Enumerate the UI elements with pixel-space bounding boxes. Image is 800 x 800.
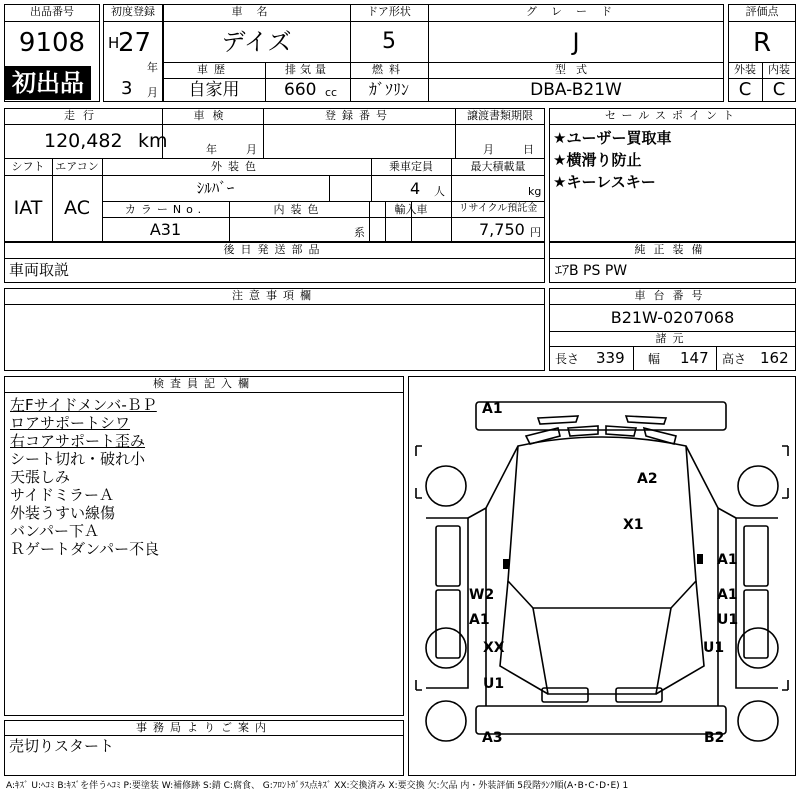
capacity: 4: [410, 179, 421, 198]
capacity-label: 乗車定員: [389, 160, 433, 173]
equipment-label: 純正装備: [634, 243, 711, 256]
grade-label: グレード: [526, 5, 626, 18]
inspector-line: 左Fサイドメンバ-ＢＰ: [10, 396, 157, 414]
grade: J: [572, 28, 580, 56]
damage-legend: A:ｷｽﾞ U:ﾍｺﾐ B:ｷｽﾞを伴うﾍｺﾐ P:要塗装 W:補修跡 S:錆 C:腐食、 G:ﾌﾛﾝﾄｶﾞﾗｽ点ｷｽﾞ XX:交換済み X:要交換 欠:欠品 内・外装評価 5段階ﾗﾝｸ順(A･B･C･D･E) 1: [6, 781, 629, 791]
reg-year: 27: [118, 28, 152, 58]
inspector-line: サイドミラーＡ: [10, 486, 114, 504]
specs-label: 諸元: [655, 332, 690, 345]
fuel-label: 燃料: [372, 63, 406, 76]
length-label: 長さ: [555, 352, 580, 366]
chassis-label: 車台番号: [634, 289, 711, 302]
interior-grade: C: [772, 79, 786, 100]
damage-mark: U1: [483, 676, 505, 692]
damage-mark: U1: [717, 612, 739, 628]
capacity-unit: 人: [434, 185, 445, 198]
score-label: 評価点: [745, 5, 779, 18]
transfer-day-unit: 日: [523, 143, 534, 156]
plate-label: 登録番号: [325, 109, 393, 122]
shift-label: シフト: [11, 160, 45, 173]
era-prefix: H: [108, 34, 120, 52]
office-text: 売切りスタート: [9, 737, 115, 755]
exterior-grade-label: 外装: [734, 63, 756, 76]
length: 339: [596, 349, 625, 367]
displacement: 660: [284, 80, 317, 100]
transfer-deadline-label: 譲渡書類期限: [467, 109, 533, 122]
car-name: デイズ: [221, 28, 292, 56]
max-load-unit: kg: [528, 185, 542, 198]
equipment-text: ｴｱB PS PW: [555, 263, 628, 279]
inspection-month-unit: 月: [246, 143, 257, 156]
damage-mark: U1: [703, 640, 725, 656]
recycle-unit: 円: [530, 226, 541, 239]
history: 自家用: [188, 80, 240, 100]
damage-mark: A1: [469, 612, 490, 628]
aircon: AC: [64, 197, 90, 219]
damage-mark: A1: [717, 552, 738, 568]
damage-mark: A2: [637, 471, 658, 487]
inspection-label: 車検: [193, 109, 232, 122]
year-unit: 年: [147, 61, 158, 74]
damage-mark: A1: [482, 401, 503, 417]
inspector-line: 右コアサポート歪み: [10, 432, 146, 450]
transfer-month-unit: 月: [483, 143, 494, 156]
shift: IAT: [13, 197, 43, 219]
height: 162: [760, 349, 789, 367]
int-color-unit: 系: [354, 226, 365, 239]
mileage-label: 走行: [64, 109, 102, 122]
inspector-line: バンパー下Ａ: [10, 522, 99, 540]
sales-points-label: セールスポイント: [604, 109, 740, 122]
damage-mark: X1: [623, 517, 644, 533]
first-reg-label: 初度登録: [111, 5, 155, 18]
office-label: 事務局よりご案内: [136, 721, 272, 734]
caution-label: 注意事項欄: [232, 289, 317, 302]
recycle-label: リサイクル預託金: [458, 203, 538, 214]
mileage-unit: km: [138, 130, 168, 152]
max-load-label: 最大積載量: [470, 160, 526, 173]
sales-point-item: ★ユーザー買取車: [553, 129, 672, 147]
chassis-number: B21W-0207068: [610, 308, 735, 327]
inspector-line: ロアサポートシワ: [10, 414, 131, 432]
inspector-line: シート切れ・破れ小: [10, 450, 146, 468]
width-label: 幅: [648, 352, 661, 366]
import-label: 輸入車: [394, 203, 428, 216]
first-listing-badge: 初出品: [5, 66, 91, 100]
damage-mark: A1: [717, 587, 738, 603]
inspector-line: 天張しみ: [10, 468, 71, 486]
lot-number-label: 出品番号: [30, 5, 74, 18]
parts-later-text: 車両取説: [9, 261, 70, 279]
model-code-label: 型式: [555, 63, 597, 76]
inspector-label: 検査員記入欄: [153, 377, 255, 390]
fuel: ｶﾞｿﾘﾝ: [368, 80, 409, 99]
height-label: 高さ: [722, 352, 747, 366]
damage-mark: A3: [482, 730, 503, 746]
damage-mark: B2: [704, 730, 725, 746]
int-color-label: 内装色: [273, 203, 325, 216]
color-no: A31: [149, 220, 182, 239]
doors: 5: [382, 29, 396, 54]
color-no-label: カラーNo.: [124, 203, 207, 216]
damage-mark: W2: [469, 587, 495, 603]
car-damage-diagram: [408, 376, 796, 776]
width: 147: [680, 349, 709, 367]
inspector-line: Ｒゲートダンパー不良: [10, 540, 160, 558]
mileage: 120,482: [44, 130, 123, 152]
exterior-grade: C: [738, 79, 752, 100]
lot-number: 9108: [18, 28, 86, 58]
reg-month: 3: [121, 78, 133, 99]
damage-mark: XX: [483, 640, 505, 656]
score: R: [752, 28, 772, 58]
history-label: 車歴: [197, 63, 231, 76]
inspector-line: 外装うすい線傷: [10, 504, 116, 522]
parts-later-label: 後日発送部品: [223, 243, 326, 256]
recycle-fee: 7,750: [479, 220, 525, 239]
sales-point-item: ★キーレスキー: [553, 173, 656, 191]
car-name-label: 車名: [231, 5, 282, 18]
displacement-label: 排気量: [285, 63, 330, 76]
aircon-label: エアコン: [55, 160, 99, 173]
door-label: ドア形状: [367, 5, 411, 18]
displacement-unit: cc: [325, 86, 338, 99]
ext-color-label: 外装色: [211, 160, 262, 173]
month-unit: 月: [147, 86, 158, 99]
model-code: DBA-B21W: [530, 80, 622, 100]
inspection-year-unit: 年: [206, 143, 217, 156]
sales-point-item: ★横滑り防止: [553, 151, 642, 169]
interior-grade-label: 内装: [768, 63, 790, 76]
ext-color: ｼﾙﾊﾞｰ: [196, 179, 235, 197]
